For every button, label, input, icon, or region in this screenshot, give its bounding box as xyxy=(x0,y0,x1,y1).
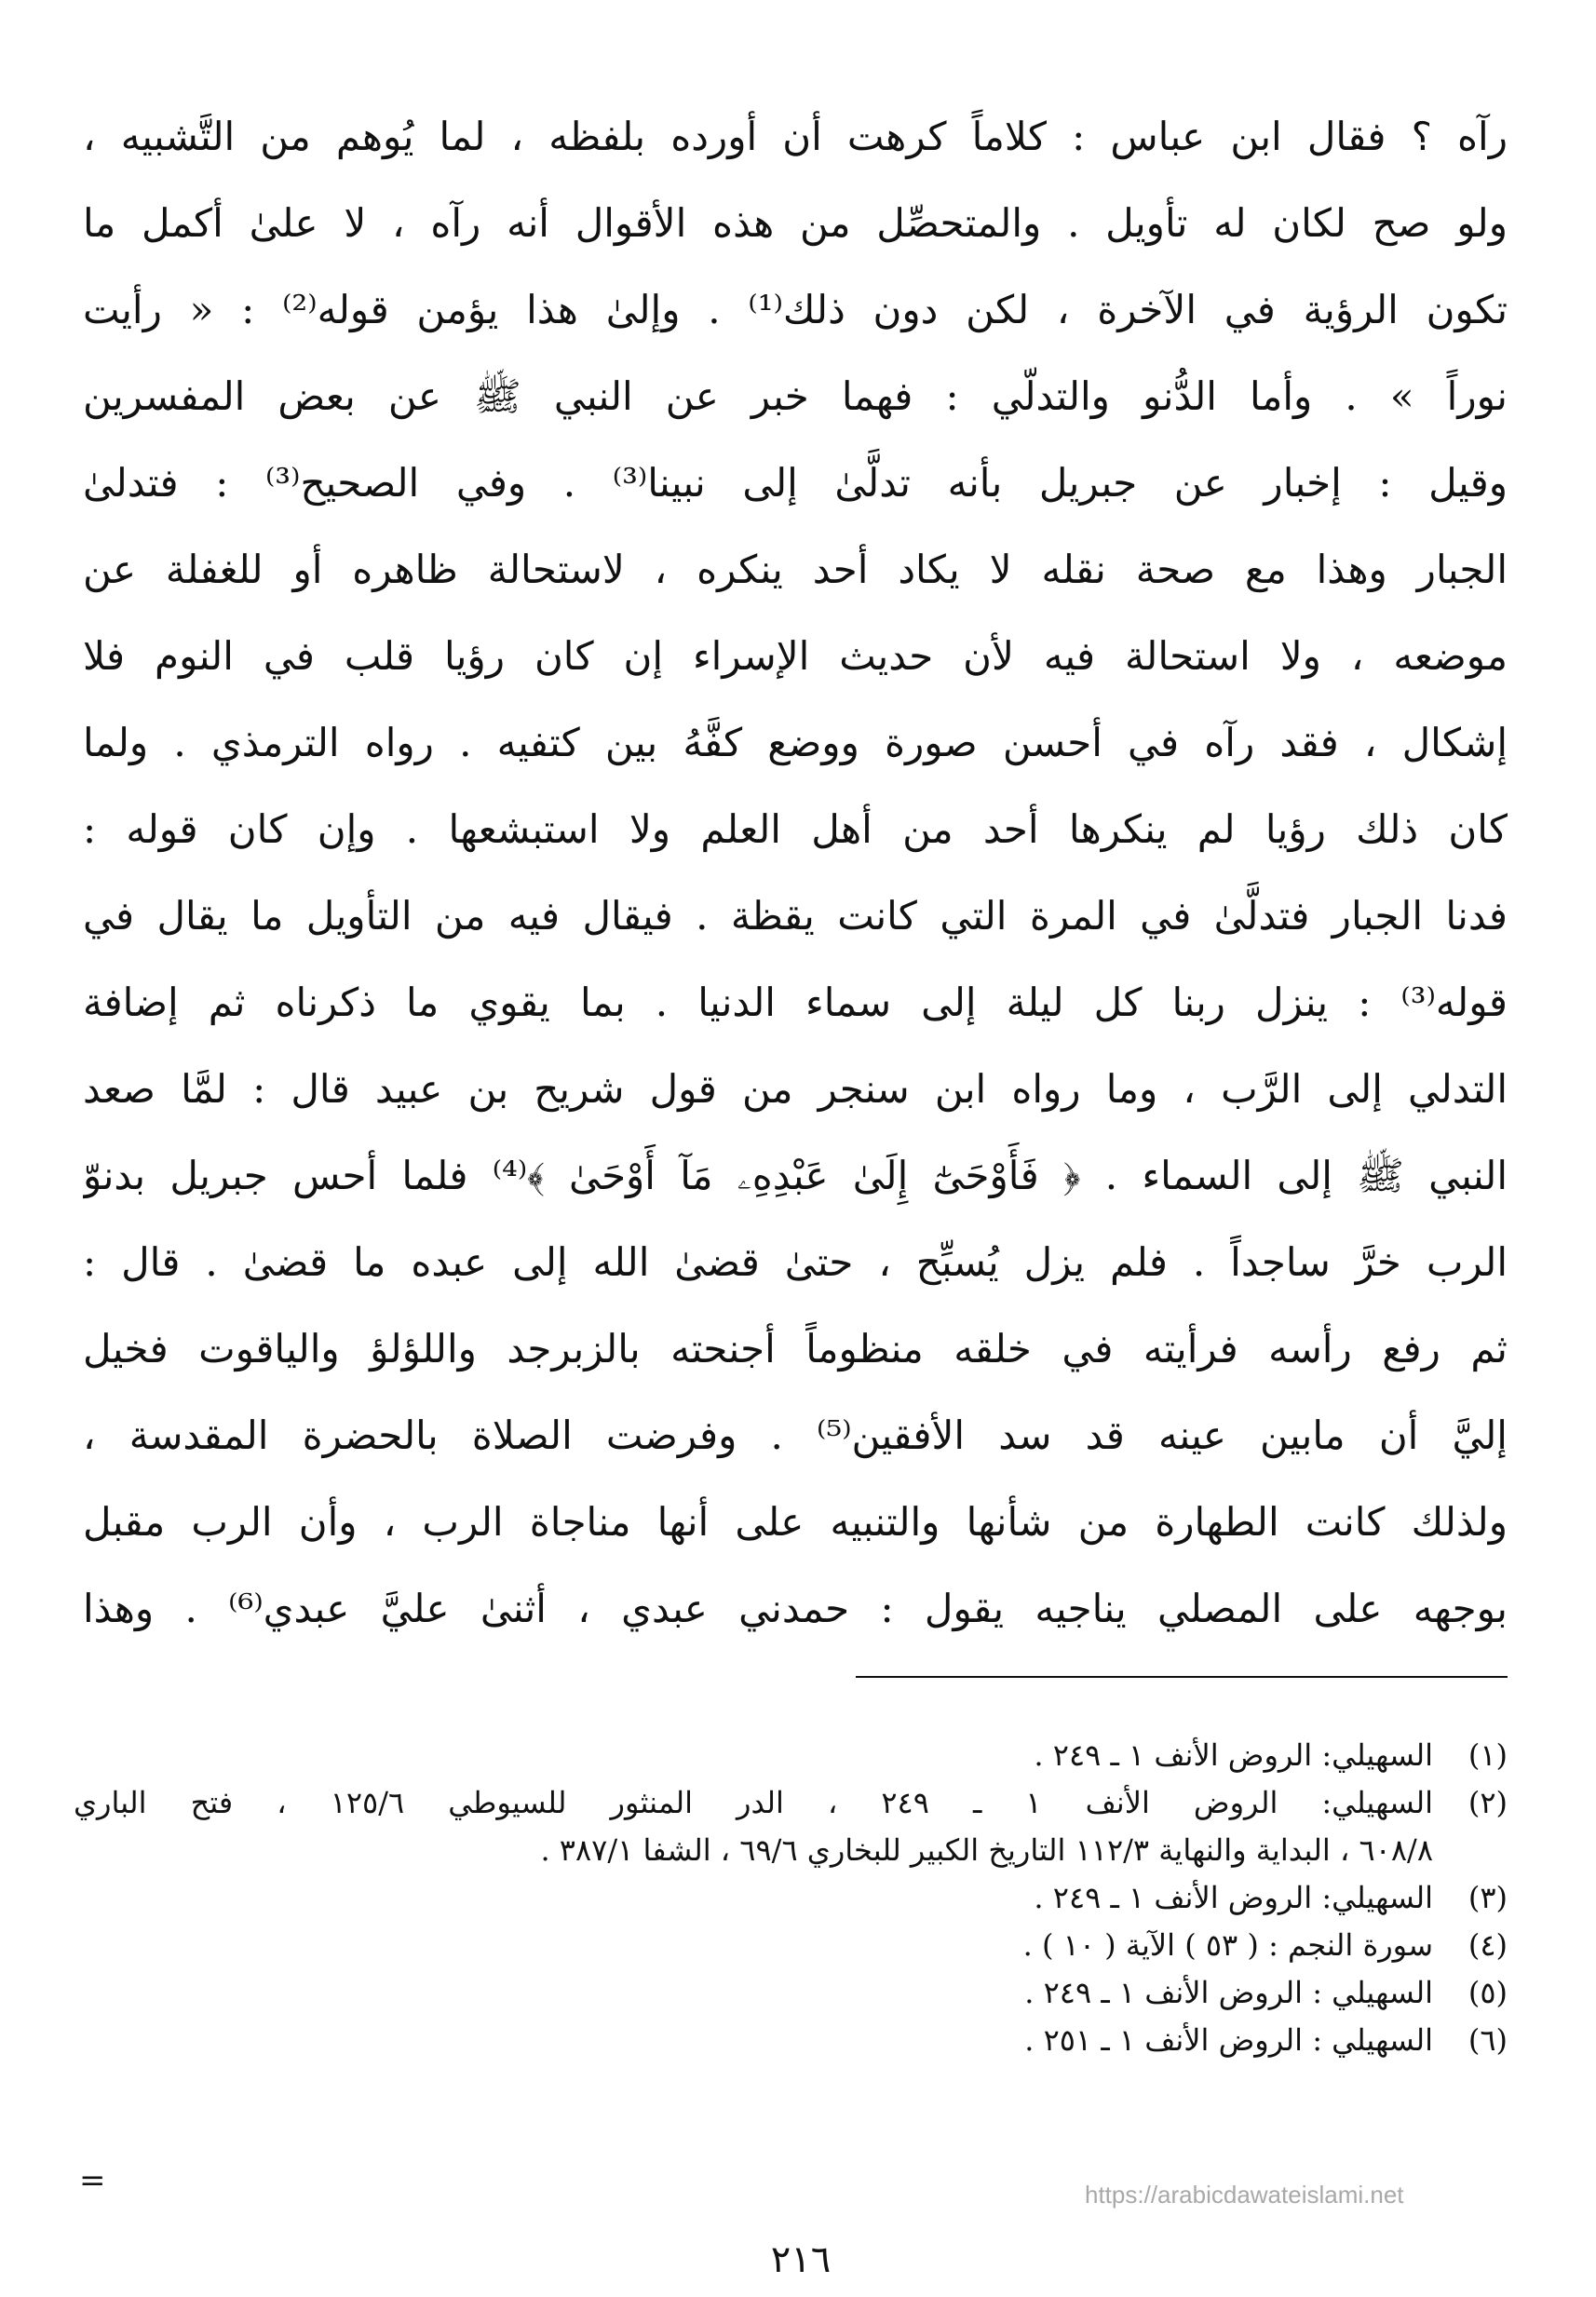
continuation-marker: = xyxy=(79,2162,106,2199)
footnote-4 xyxy=(74,1922,1508,1969)
footnote-body xyxy=(74,1779,1433,1874)
footnote-number: (٥) xyxy=(1468,1975,1508,2010)
footnote-body xyxy=(74,1732,1433,1779)
footnote-body xyxy=(74,1922,1433,1969)
footnote-number: (٢) xyxy=(1468,1785,1508,1820)
text-line: بوجهه على المصلي يناجيه يقول : حمدني عبدي ، أثنىٰ عليَّ عبدي⁽⁶⁾ . وهذا xyxy=(83,1586,1508,1631)
footnote-1 xyxy=(74,1732,1508,1779)
main-text-block xyxy=(83,93,1508,1652)
footnote-6 xyxy=(74,2017,1508,2064)
footnote-number: (٦) xyxy=(1468,2022,1508,2058)
footnote-separator xyxy=(856,1676,1508,1678)
footnote-text: السهيلي : الروض الأنف ١ ـ ٢٥١ . xyxy=(1024,2022,1433,2058)
footnote-text: السهيلي : الروض الأنف ١ ـ ٢٤٩ . xyxy=(1024,1975,1433,2010)
footnote-3 xyxy=(74,1874,1508,1922)
text-line: موضعه ، ولا استحالة فيه لأن حديث الإسراء إن كان رؤيا قلب في النوم فلا xyxy=(83,633,1508,679)
text-line: وقيل : إخبار عن جبريل بأنه تدلَّىٰ إلى نبينا⁽³⁾ . وفي الصحيح⁽³⁾ : فتدلىٰ xyxy=(83,460,1508,506)
footnote-number: (٤) xyxy=(1468,1927,1508,1963)
page-number: ٢١٦ xyxy=(770,2238,832,2281)
text-line: فدنا الجبار فتدلَّىٰ في المرة التي كانت يقظة . فيقال فيه من التأويل ما يقال في xyxy=(83,893,1508,939)
footnote-body xyxy=(74,1874,1433,1922)
text-line: النبي ﷺ إلى السماء . ﴿ فَأَوْحَىٰٓ إِلَىٰ عَبْدِهِۦ مَآ أَوْحَىٰ ﴾⁽⁴⁾ فلما أحس جبريل بدنوّ xyxy=(83,1153,1508,1198)
text-line: نوراً » . وأما الدُّنو والتدلّي : فهما خبر عن النبي ﷺ عن بعض المفسرين xyxy=(83,373,1508,419)
footnote-text: السهيلي: الروض الأنف ١ ـ ٢٤٩ . xyxy=(1034,1737,1433,1773)
footnote-5 xyxy=(74,1969,1508,2017)
text-line: التدلي إلى الرَّب ، وما رواه ابن سنجر من قول شريح بن عبيد قال : لمَّا صعد xyxy=(83,1066,1508,1112)
text-line: رآه ؟ فقال ابن عباس : كلاماً كرهت أن أورده بلفظه ، لما يُوهم من التَّشبيه ، xyxy=(83,114,1508,159)
text-line: ولو صح لكان له تأويل . والمتحصِّل من هذه الأقوال أنه رآه ، لا علىٰ أكمل ما xyxy=(83,200,1508,246)
footnotes-block xyxy=(74,1732,1508,2064)
footnote-body xyxy=(74,2017,1433,2064)
text-line: تكون الرؤية في الآخرة ، لكن دون ذلك⁽¹⁾ . وإلىٰ هذا يؤمن قوله⁽²⁾ : « رأيت xyxy=(83,287,1508,332)
text-line: قوله⁽³⁾ : ينزل ربنا كل ليلة إلى سماء الدنيا . بما يقوي ما ذكرناه ثم إضافة xyxy=(83,980,1508,1025)
footnote-number: (٣) xyxy=(1468,1880,1508,1915)
footnote-2 xyxy=(74,1779,1508,1874)
footnote-text: السهيلي: الروض الأنف ١ ـ ٢٤٩ ، الدر المنثور للسيوطي ١٢٥/٦ ، فتح الباري xyxy=(74,1785,1433,1820)
text-line: كان ذلك رؤيا لم ينكرها أحد من أهل العلم ولا استبشعها . وإن كان قوله : xyxy=(83,806,1508,852)
watermark-url: https://arabicdawateislami.net xyxy=(1085,2181,1404,2209)
text-line: الرب خرَّ ساجداً . فلم يزل يُسبِّح ، حتىٰ قضىٰ الله إلى عبده ما قضىٰ . قال : xyxy=(83,1239,1508,1285)
text-line: ثم رفع رأسه فرأيته في خلقه منظوماً أجنحته بالزبرجد واللؤلؤ والياقوت فخيل xyxy=(83,1326,1508,1371)
footnote-number: (١) xyxy=(1468,1737,1508,1773)
text-line: إشكال ، فقد رآه في أحسن صورة ووضع كفَّهُ بين كتفيه . رواه الترمذي . ولما xyxy=(83,720,1508,765)
text-line: الجبار وهذا مع صحة نقله لا يكاد أحد ينكره ، لاستحالة ظاهره أو للغفلة عن xyxy=(83,547,1508,592)
text-line: ولذلك كانت الطهارة من شأنها والتنبيه على أنها مناجاة الرب ، وأن الرب مقبل xyxy=(83,1499,1508,1545)
text-line: إليَّ أن مابين عينه قد سد الأفقين⁽⁵⁾ . وفرضت الصلاة بالحضرة المقدسة ، xyxy=(83,1412,1508,1458)
footnote-text: سورة النجم : ( ٥٣ ) الآية ( ١٠ ) . xyxy=(1022,1927,1433,1963)
footnote-text: السهيلي: الروض الأنف ١ ـ ٢٤٩ . xyxy=(1034,1880,1433,1915)
footnote-body xyxy=(74,1969,1433,2017)
footnote-text: ٦٠٨/٨ ، البداية والنهاية ١١٢/٣ التاريخ الكبير للبخاري ٦٩/٦ ، الشفا ٣٨٧/١ . xyxy=(540,1832,1433,1868)
